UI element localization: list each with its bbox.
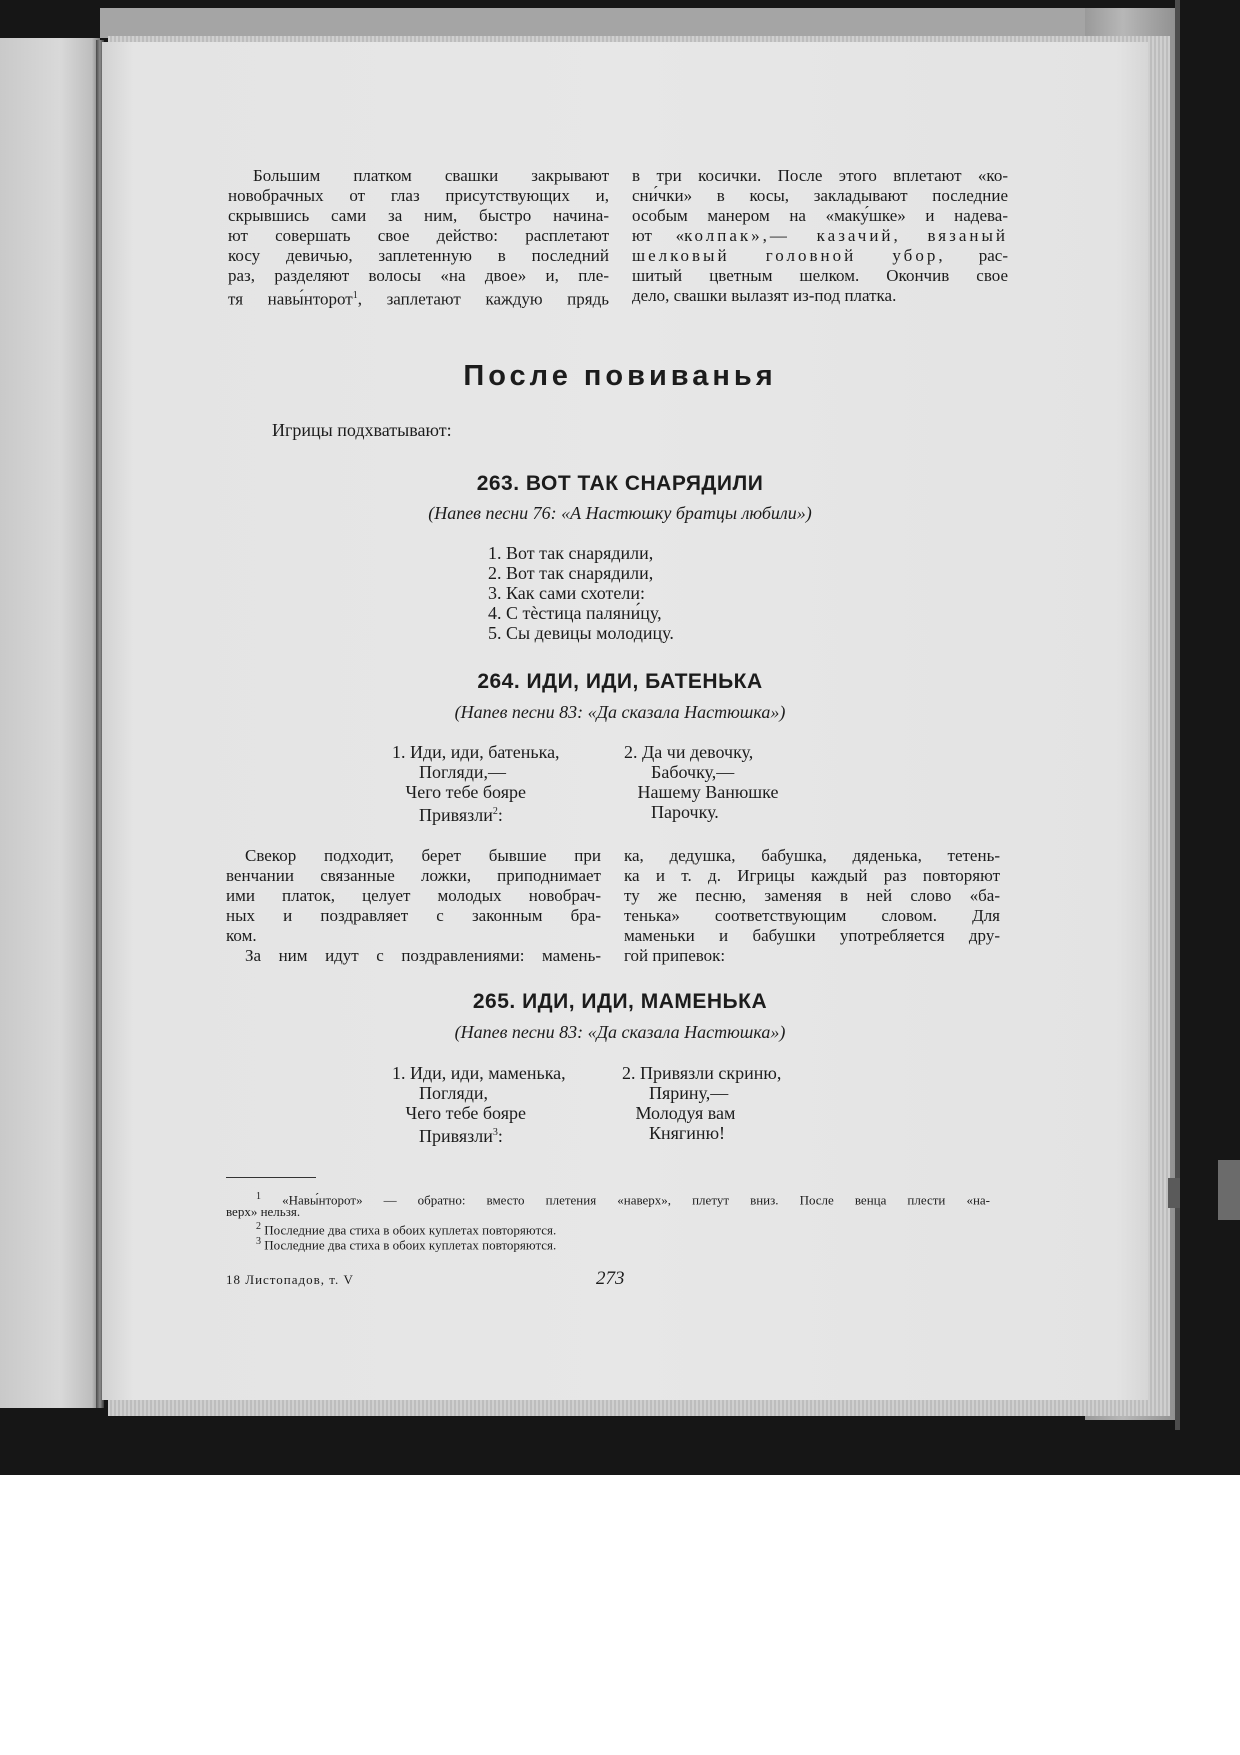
text-line: ка, дедушка, бабушка, дяденька, тетень- bbox=[624, 846, 1000, 865]
verse-line: Княгиню! bbox=[622, 1123, 726, 1143]
cover-border bbox=[1175, 0, 1180, 1430]
text-segment: Привязли bbox=[392, 1126, 493, 1146]
thumb-tab bbox=[1218, 1160, 1240, 1220]
song-tune: (Напев песни 83: «Да сказала Настюшка») bbox=[454, 702, 786, 722]
verse-line: Бабочку,— bbox=[624, 762, 735, 782]
text-line: ту же песню, заменяя в ней слово «ба- bbox=[624, 886, 1000, 905]
text-line: сни́чки» в косы, закладывают последние bbox=[632, 186, 1008, 205]
verse-line: Пярину,— bbox=[622, 1083, 729, 1103]
printer-signature: 18 Листопадов, т. V bbox=[226, 1272, 354, 1287]
footnote-number: 1 bbox=[256, 1191, 261, 1202]
verse-line: Чего тебе бояре bbox=[392, 782, 526, 802]
text-line: косу девичью, заплетенную в последний bbox=[228, 246, 609, 265]
verse-line: Молодуя вам bbox=[622, 1103, 736, 1123]
text-line: тенька» соответствующим словом. Для bbox=[624, 906, 1000, 925]
verse-line: 1. Иди, иди, маменька, bbox=[392, 1063, 566, 1083]
text-line: Большим платком свашки закрывают bbox=[253, 166, 609, 185]
footnote-number: 2 bbox=[256, 1221, 261, 1232]
text-line: новобрачных от глаз присутствующих и, bbox=[228, 186, 609, 205]
song-tune: (Напев песни 76: «А Настюшку братцы любили») bbox=[428, 503, 812, 523]
text-line: скрывшись сами за ним, быстро начина- bbox=[228, 206, 609, 225]
footnote-continuation: верх» нельзя. bbox=[226, 1204, 301, 1219]
verse-line: 4. С тѐстица паляни́цу, bbox=[488, 603, 662, 623]
text-segment: рас- bbox=[945, 246, 1008, 265]
text-segment: : bbox=[497, 1126, 503, 1146]
verse-line: 5. Сы девицы молодицу. bbox=[488, 623, 674, 643]
verse-line: 2. Привязли скриню, bbox=[622, 1063, 782, 1083]
intro-text: Игрицы подхватывают: bbox=[272, 420, 452, 440]
footnote-text: Последние два стиха в обоих куплетах повторяются. bbox=[264, 1222, 557, 1238]
verse-line: Погляди,— bbox=[392, 762, 507, 782]
text-segment: тя навы́нторот bbox=[228, 289, 353, 309]
verse-line: Погляди, bbox=[392, 1083, 489, 1103]
text-line bbox=[228, 286, 609, 310]
text-line: дело, свашки вылазят из-под платка. bbox=[632, 286, 897, 305]
text-line: шитый цветным шелком. Окончив свое bbox=[632, 266, 1008, 285]
text-line: особым манером на «маку́шке» и надева- bbox=[632, 206, 1008, 225]
verse-line: 1. Вот так снарядили, bbox=[488, 543, 654, 563]
page-number: 273 bbox=[596, 1268, 625, 1289]
text-line bbox=[632, 246, 1008, 266]
spaced-text: колпак»,— казачий, вязаный bbox=[684, 226, 1008, 245]
text-line: ком. bbox=[226, 926, 257, 945]
text-segment: : bbox=[497, 805, 503, 825]
text-line: раз, разделяют волосы «на двое» и, пле- bbox=[228, 266, 609, 285]
verse-line bbox=[392, 802, 503, 825]
text-line: Свекор подходит, берет бывшие при bbox=[245, 846, 601, 865]
text-line: За ним идут с поздравлениями: мамень- bbox=[245, 946, 601, 965]
song-title: 263. ВОТ ТАК СНАРЯДИЛИ bbox=[476, 472, 764, 495]
verse-line: 3. Как сами схотели: bbox=[488, 583, 646, 603]
text-line: маменьки и бабушки употребляется дру- bbox=[624, 926, 1000, 945]
spaced-text: шелковый головной убор, bbox=[632, 246, 946, 265]
text-line: ют совершать свое действо: расплетают bbox=[228, 226, 609, 245]
text-segment: , заплетают каждую прядь bbox=[357, 289, 610, 309]
footnote-ref: 1 bbox=[352, 290, 358, 301]
footnote-ref: 2 bbox=[492, 806, 498, 817]
text-segment: Привязли bbox=[392, 805, 493, 825]
verse-line: 2. Да чи девочку, bbox=[624, 742, 754, 762]
footnote-text: «Навы́нторот» — обратно: вместо плетения «наверх», плетут вниз. После венца плести «на- bbox=[282, 1192, 990, 1208]
song-title: 264. ИДИ, ИДИ, БАТЕНЬКА bbox=[477, 670, 763, 693]
verse-line bbox=[392, 1123, 503, 1146]
song-tune: (Напев песни 83: «Да сказала Настюшка») bbox=[454, 1022, 786, 1042]
facing-page bbox=[0, 38, 100, 1408]
text-line: венчании связанные ложки, приподнимает bbox=[226, 866, 601, 885]
footnote-text: Последние два стиха в обоих куплетах повторяются. bbox=[264, 1237, 557, 1253]
song-title: 265. ИДИ, ИДИ, МАМЕНЬКА bbox=[472, 990, 768, 1013]
verse-line: Чего тебе бояре bbox=[392, 1103, 526, 1123]
footnote-ref: 3 bbox=[492, 1127, 498, 1138]
verse-line: Нашему Ванюшке bbox=[624, 782, 779, 802]
text-line: ных и поздравляет с законным бра- bbox=[226, 906, 601, 925]
footnote bbox=[226, 1234, 1020, 1252]
text-line bbox=[632, 226, 1008, 246]
verse-line: 2. Вот так снарядили, bbox=[488, 563, 654, 583]
footnote-number: 3 bbox=[256, 1236, 261, 1247]
text-segment: ют « bbox=[632, 226, 685, 245]
verse-line: Парочку. bbox=[624, 802, 719, 822]
text-line: гой припевок: bbox=[624, 946, 726, 965]
verse-line: 1. Иди, иди, батенька, bbox=[392, 742, 560, 762]
book-edge bbox=[100, 8, 1180, 38]
text-line: в три косички. После этого вплетают «ко- bbox=[632, 166, 1008, 185]
text-line: ка и т. д. Игрицы каждый раз повторяют bbox=[624, 866, 1000, 885]
thumb-tab bbox=[1168, 1178, 1180, 1208]
section-heading: После повиванья bbox=[463, 360, 777, 392]
text-line: ими платок, целует молодых новобрач- bbox=[226, 886, 601, 905]
footnote-rule bbox=[226, 1177, 316, 1178]
